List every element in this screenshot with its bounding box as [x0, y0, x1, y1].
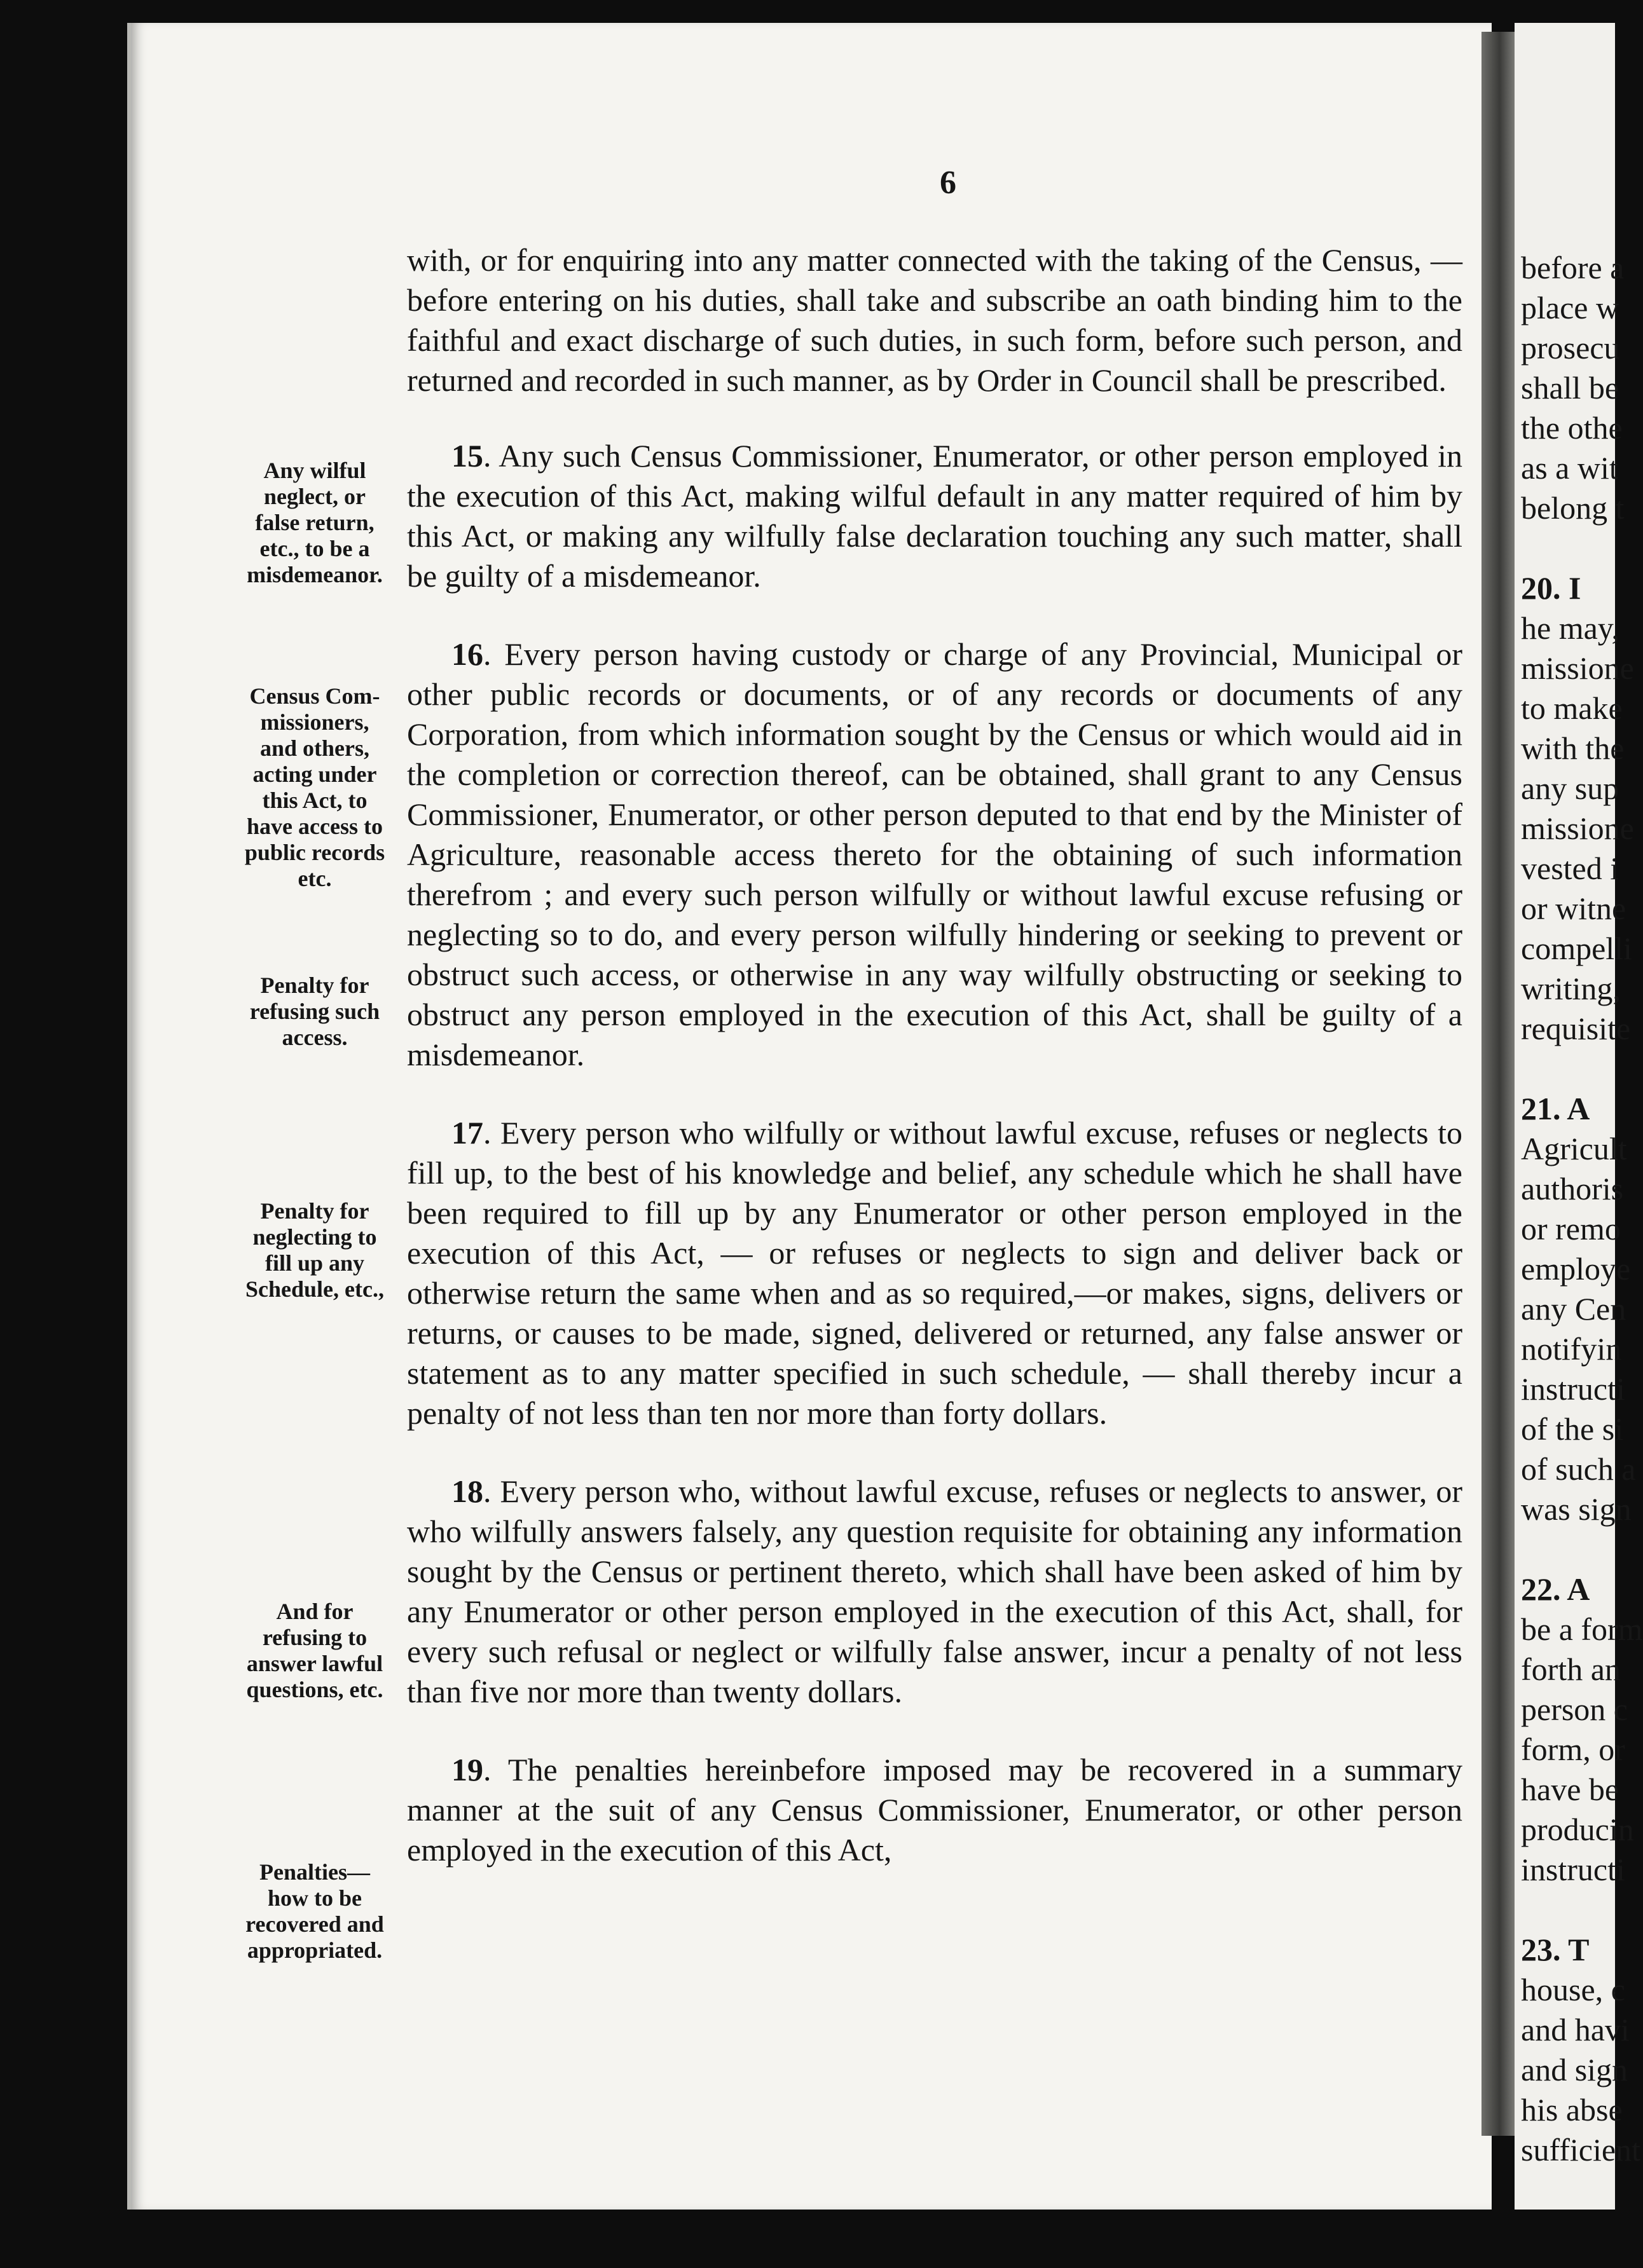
margin-note-penalty-refusing-access [210, 973, 420, 1051]
next-page-line: and sign [1521, 2052, 1628, 2087]
next-page-line: authoris [1521, 1171, 1624, 1206]
next-page-line: 22. A [1521, 1571, 1590, 1607]
margin-note-line: how to be [267, 1885, 362, 1911]
next-page-line: shall be [1521, 370, 1619, 406]
margin-note-line: Any wilful [263, 458, 366, 483]
margin-note-line: answer lawful [246, 1651, 383, 1676]
margin-note-line: appropriated. [247, 1937, 383, 1963]
next-page-line: was sign [1521, 1491, 1632, 1527]
paragraph-text: . Every person who, without lawful excuse, refuses or neglects to answer, or who wilfully answers falsely, any question requisite for obtaining any information sought by the Census or pertinent thereto, which shall have been asked of him by any Enumerator or other person employed in the execution of this Act, shall, for every such refusal or neglect or wilfully false answer, incur a penalty of not less than five nor more than twenty dollars. [407, 1473, 1462, 1709]
margin-note-line: access. [282, 1025, 348, 1050]
body-text [407, 240, 1462, 1906]
margin-note-access-to-records [210, 683, 420, 892]
next-page-line [1521, 1529, 1615, 1569]
section-17 [407, 1113, 1462, 1433]
margin-note-line: Penalty for [260, 1198, 369, 1224]
margin-note-line: neglecting to [252, 1224, 377, 1250]
margin-note-line: misdemeanor. [247, 562, 383, 587]
next-page-line: forth an [1521, 1651, 1621, 1687]
next-page-line: sufficient [1521, 2132, 1640, 2168]
margin-note-line: And for [276, 1599, 354, 1624]
paragraph-text: . Every person who wilfully or without lawful excuse, refuses or neglects to fill up, to the best of his knowledge and belief, any schedule which he shall have been required to fill up by any Enumerator or other person employed in the execution of this Act, — or refuses or neglects to sign and deliver back or otherwise return the same when and as so required,—or makes, signs, delivers or returns, or causes to be made, signed, delivered or returned, any false answer or statement as to any matter specified in such schedule, — shall thereby incur a penalty of not less than ten nor more than forty dollars. [407, 1115, 1462, 1431]
next-page-line: notifyin [1521, 1331, 1622, 1367]
next-page-line: 21. A [1521, 1091, 1590, 1126]
paragraph-text: with, or for enquiring into any matter connected with the taking of the Census, — before entering on his duties, shall take and subscribe an oath binding him to the faithful and exact discharge of such duties, in such form, before such person, and returned and recorded in such manner, as by Order in Council shall be prescribed. [407, 242, 1462, 398]
next-page-line: 23. T [1521, 1932, 1590, 1967]
section-16 [407, 634, 1462, 1075]
section-number: 16 [451, 636, 483, 672]
margin-note-line: neglect, or [264, 484, 366, 509]
next-page-line [1521, 1890, 1615, 1930]
margin-note-penalty-schedule [210, 1198, 420, 1302]
margin-note-penalties-recovered [210, 1859, 420, 1964]
next-page-line: have be [1521, 1772, 1619, 1807]
margin-note-line: fill up any [265, 1250, 365, 1276]
next-page-line: any sup [1521, 770, 1619, 806]
margin-note-refusing-questions [210, 1599, 420, 1703]
page-gutter [1481, 32, 1515, 2136]
next-page-line: before a [1521, 250, 1625, 285]
next-page-line: Agricult [1521, 1131, 1627, 1166]
next-page-line: employe [1521, 1251, 1631, 1287]
margin-note-line: missioners, [260, 709, 369, 735]
margin-note-line: and others, [259, 735, 370, 761]
next-page-line: to make [1521, 690, 1623, 726]
next-page-line: person c [1521, 1691, 1628, 1727]
margin-note-line: refusing to [262, 1625, 368, 1650]
next-page-line [1521, 1049, 1615, 1089]
next-page-line: prosecu [1521, 330, 1620, 365]
margin-note-line: questions, etc. [246, 1677, 383, 1702]
next-page-line: the othe [1521, 410, 1623, 446]
next-page-line: or witne [1521, 891, 1626, 926]
section-number: 18 [451, 1473, 483, 1509]
margin-note-line: acting under [252, 762, 377, 787]
next-page-line: any Cen [1521, 1291, 1626, 1327]
page-number: 6 [940, 165, 956, 201]
margin-note-line: this Act, to [262, 788, 368, 813]
next-page-line: compelli [1521, 931, 1632, 966]
next-page-line: writing, [1521, 971, 1621, 1006]
margin-note-line: Penalties— [259, 1859, 370, 1885]
margin-note-line: etc., to be a [259, 536, 370, 561]
margin-note-line: etc. [298, 866, 332, 891]
margin-note-line: false return, [255, 510, 375, 535]
next-page-line: requisite [1521, 1011, 1631, 1046]
next-page-line: place w [1521, 290, 1619, 325]
next-page-line: instructi [1521, 1371, 1625, 1407]
next-page-line [1521, 528, 1615, 568]
next-page-line: his abse [1521, 2092, 1623, 2128]
next-page-line: form, or [1521, 1732, 1625, 1767]
next-page-text [1521, 248, 1643, 2170]
margin-note-line: have access to [247, 814, 383, 839]
next-page-line: be a form [1521, 1611, 1643, 1647]
next-page-line: he may, [1521, 610, 1620, 646]
margin-note-line: Schedule, etc., [245, 1276, 384, 1302]
section-19 [407, 1750, 1462, 1870]
section-number: 15 [451, 438, 483, 474]
margin-note-line: refusing such [249, 999, 380, 1024]
paragraph-14-continuation [407, 240, 1462, 400]
paragraph-text: . The penalties hereinbefore imposed may be recovered in a summary manner at the suit of any Census Commissioner, Enumerator, or other person employed in the execution of this Act, [407, 1752, 1462, 1868]
next-page-line: belong t [1521, 490, 1625, 526]
margin-note-wilful-neglect [210, 458, 420, 588]
next-page-line: vested i [1521, 850, 1619, 886]
next-page-line: or remo [1521, 1211, 1621, 1247]
next-page-line: missione [1521, 810, 1634, 846]
margin-note-line: public records [244, 840, 385, 865]
margin-note-line: Penalty for [260, 973, 369, 998]
next-page-line: 20. I [1521, 570, 1581, 606]
section-15 [407, 436, 1462, 596]
next-page-line: as a wit [1521, 450, 1618, 486]
paragraph-text: . Every person having custody or charge of any Provincial, Municipal or other public records or documents, or of any records or documents of any Corporation, from which information sought by the Census or which would aid in the completion or correction thereof, can be obtained, shall grant to any Census Commissioner, Enumerator, or other person deputed to that end by the Minister of Agriculture, reasonable access thereto for the obtaining of such information therefrom ; and every such person wilfully or without lawful excuse refusing or neglecting so to do, and every person wilfully hindering or seeking to prevent or obstruct such access, or otherwise in any way wilfully obstructing or seeking to obstruct any person employed in the execution of this Act, shall be guilty of a misdemeanor. [407, 636, 1462, 1072]
paragraph-text: . Any such Census Commissioner, Enumerator, or other person employed in the execution of this Act, making wilful default in any matter required of him by this Act, or making any wilfully false declaration touching any such matter, shall be guilty of a misdemeanor. [407, 438, 1462, 594]
section-number: 19 [451, 1752, 483, 1787]
next-page-line: missione [1521, 650, 1634, 686]
next-page-line: of the si [1521, 1411, 1624, 1447]
next-page-line: with the [1521, 730, 1625, 766]
section-number: 17 [451, 1115, 483, 1151]
next-page-line: and havi [1521, 2012, 1630, 2047]
next-page-line: house, c [1521, 1972, 1625, 2007]
next-page-line: instructi [1521, 1852, 1625, 1887]
margin-note-line: Census Com- [249, 683, 380, 709]
section-18 [407, 1472, 1462, 1712]
next-page-line: producin [1521, 1812, 1634, 1847]
margin-note-line: recovered and [245, 1911, 384, 1937]
next-page-line: of such a [1521, 1451, 1636, 1487]
